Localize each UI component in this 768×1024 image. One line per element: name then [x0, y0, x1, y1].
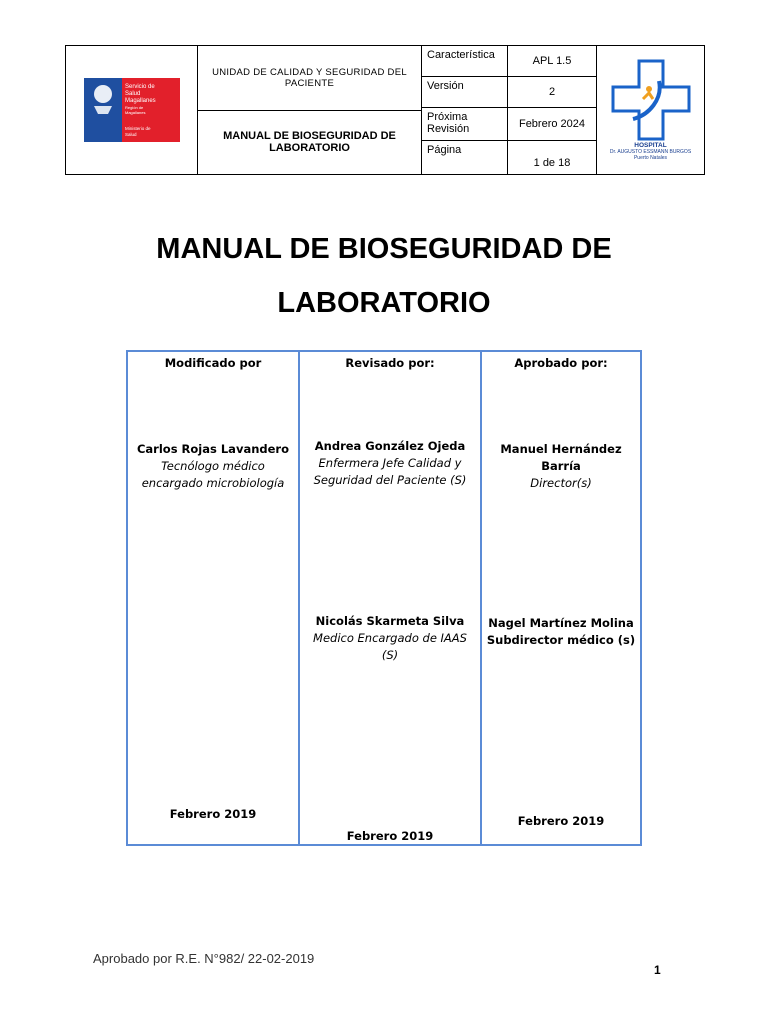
- hospital-cross-logo: [609, 59, 693, 141]
- modified-role-2: encargado microbiología: [141, 476, 285, 490]
- reviewed-column: [300, 352, 482, 844]
- title-line-2: LABORATORIO: [277, 287, 491, 319]
- modified-header: Modificado por: [164, 356, 262, 370]
- svg-text:Ministerio de: Ministerio de: [124, 126, 151, 131]
- reviewed-role-1b: Seguridad del Paciente (S): [313, 473, 467, 487]
- servicio-salud-logo: [84, 78, 180, 142]
- hospital-logo-cell: [597, 46, 704, 174]
- modified-block: [128, 441, 298, 492]
- approved-name-1: Manuel Hernández Barría: [500, 442, 622, 473]
- reviewed-role-2b: (S): [381, 648, 399, 662]
- svg-text:Salud: Salud: [124, 91, 140, 97]
- reviewed-header: Revisado por:: [345, 356, 435, 370]
- reviewed-date: Febrero 2019: [346, 829, 434, 843]
- svg-text:Salud: Salud: [124, 132, 137, 137]
- approved-column: [482, 352, 640, 844]
- document-title: [0, 222, 768, 330]
- approved-header: Aprobado por:: [514, 356, 608, 370]
- info-row-proxima-revision: Próxima Revisión Febrero 2024: [422, 108, 596, 141]
- reviewed-block-1: [300, 438, 480, 489]
- modified-name: Carlos Rojas Lavandero: [136, 442, 289, 456]
- info-row-caracteristica: Característica APL 1.5: [422, 46, 596, 77]
- unit-name: UNIDAD DE CALIDAD Y SEGURIDAD DEL PACIENTE: [198, 46, 421, 111]
- approved-block-1: [482, 441, 640, 492]
- modified-date: Febrero 2019: [169, 807, 257, 821]
- modified-column: [128, 352, 300, 844]
- document-control-info: [422, 46, 597, 174]
- hospital-name: HOSPITAL: [634, 142, 667, 149]
- reviewed-block-2: [300, 613, 480, 664]
- modified-role-1: Tecnólogo médico: [161, 459, 265, 473]
- approved-role-2: Subdirector médico (s): [486, 633, 636, 647]
- header-doc-title: MANUAL DE BIOSEGURIDAD DE LABORATORIO: [223, 130, 396, 155]
- reviewed-role-1a: Enfermera Jefe Calidad y: [318, 456, 462, 470]
- info-row-version: Versión 2: [422, 77, 596, 108]
- reviewed-name-2: Nicolás Skarmeta Silva: [315, 614, 465, 628]
- svg-text:Servicio de: Servicio de: [124, 84, 155, 90]
- page-number: 1: [654, 963, 661, 977]
- info-row-pagina: Página 1 de 18: [422, 141, 596, 174]
- approved-block-2: [482, 615, 640, 649]
- reviewed-name-1: Andrea González Ojeda: [314, 439, 466, 453]
- approved-date: Febrero 2019: [517, 814, 605, 828]
- logo-cell: [66, 46, 198, 174]
- svg-text:Magallanes: Magallanes: [124, 98, 156, 104]
- hospital-place: Puerto Natales: [633, 155, 668, 161]
- approved-name-2: Nagel Martínez Molina: [488, 616, 634, 630]
- svg-text:Región de: Región de: [124, 105, 143, 110]
- title-line-1: MANUAL DE BIOSEGURIDAD DE: [156, 233, 612, 265]
- document-header: [65, 45, 705, 175]
- hospital-subname: Dr. AUGUSTO ESSMANN BURGOS: [609, 149, 692, 155]
- approval-table: [126, 350, 642, 846]
- approval-resolution-note: Aprobado por R.E. N°982/ 22-02-2019: [93, 951, 315, 966]
- header-title-cells: [198, 46, 422, 174]
- reviewed-role-2a: Medico Encargado de IAAS: [313, 631, 467, 645]
- approved-role-1: Director(s): [530, 476, 592, 490]
- svg-text:Magallanes: Magallanes: [124, 110, 145, 115]
